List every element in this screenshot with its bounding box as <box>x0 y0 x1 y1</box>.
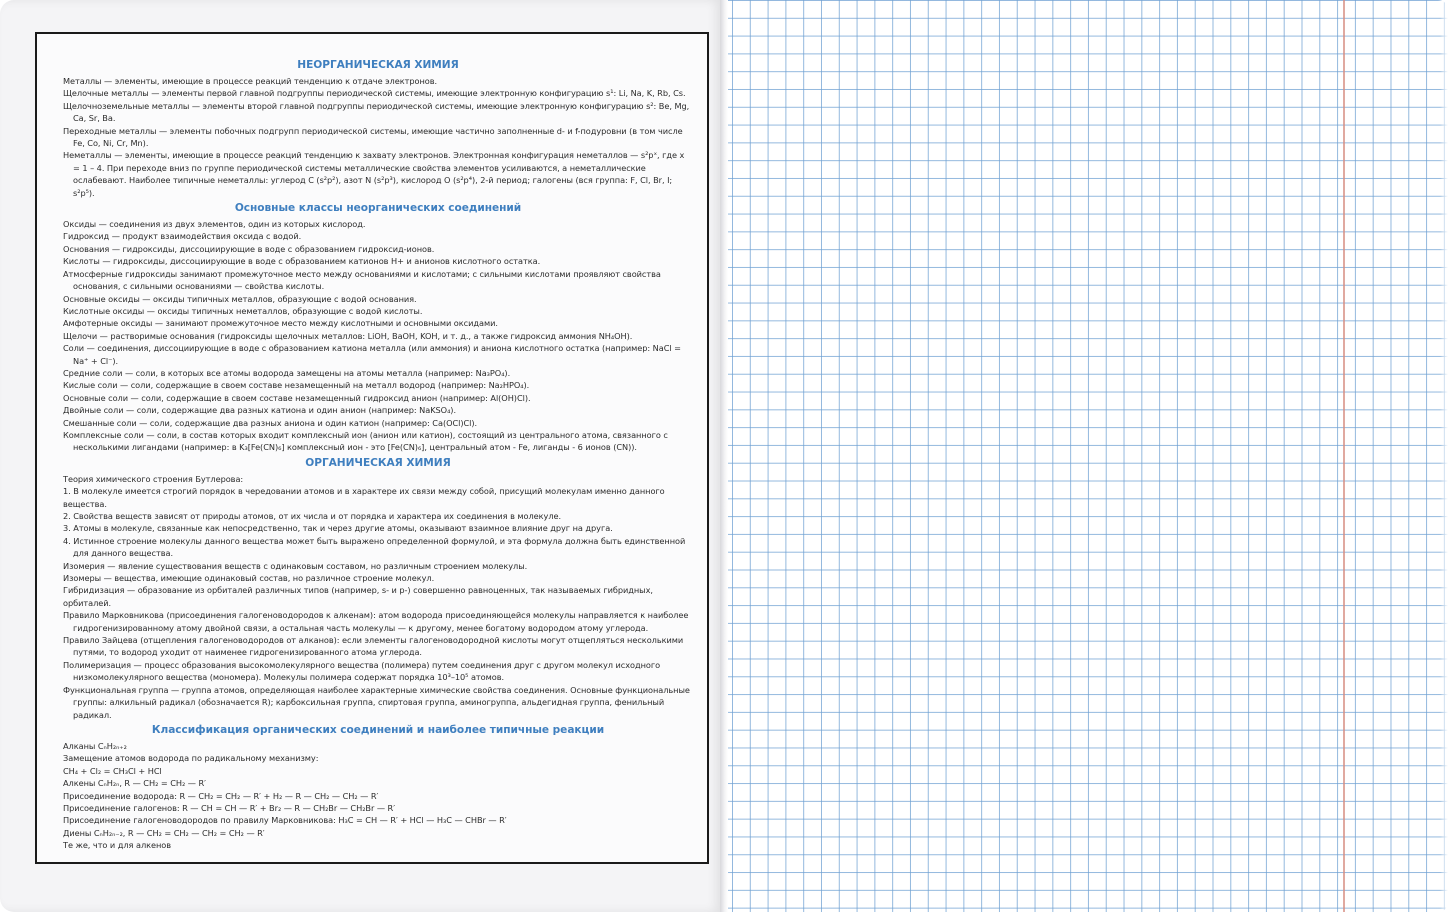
para-markovnikov-rule: Правило Марковникова (присоединения галогеноводородов к алкенам): атом водорода присоединяющейся молекулы направляется к наиболее гидрогенизированному атому двойной связи, а остальная часть молекулы — к другому, менее богатому водородом атому углерода. <box>63 610 689 633</box>
para-polymerization: Полимеризация — процесс образования высокомолекулярного вещества (полимера) путем соединения друг с другом молекул исходного низкомолекулярного вещества (мономера). Молекулы полимера содержат порядка 10³–10⁵ атомов. <box>63 659 661 683</box>
para-mixed-salts: Смешанные соли — соли, содержащие два разных аниона и один катион (например: Ca(OCl)Cl). <box>63 417 478 428</box>
para-zaitsev-rule: Правило Зайцева (отщепления галогеноводородов от алканов): если элементы галогеноводородной кислоты могут отщепляться несколькими путями, то водород уходит от наименее гидрогенизированного атома углерода. <box>63 635 684 658</box>
formula-alkanes: Алканы CₙH₂ₙ₊₂ <box>63 740 127 751</box>
margin-line <box>1343 0 1345 912</box>
para-hybridization: Гибридизация — образование из орбиталей различных типов (например, s- и p-) совершенно равноценных, так называемых гибридных, орбиталей. <box>63 585 653 608</box>
para-acid-salts: Кислые соли — соли, содержащие в своем составе незамещенный на металл водород (например: Na₂HPO₄). <box>63 380 530 391</box>
formula-methane-chlorination: CH₄ + Cl₂ = CH₃Cl + HCl <box>63 765 162 776</box>
para-butlerov-1: 1. В молекуле имеется строгий порядок в чередовании атомов и в характере их связи между собой, присущий молекулам именно данного вещества. <box>63 486 665 509</box>
para-hydroxide: Гидроксид — продукт взаимодействия оксида с водой. <box>63 231 302 242</box>
para-same-as-alkenes: Те же, что и для алкенов <box>63 840 172 851</box>
para-complex-salts: Комплексные соли — соли, в состав которых входит комплексный ион (анион или катион), состоящий из центрального атома, связанного с несколькими лигандами (например: в K₃[Fe(CN)₆] комплексный ион - это [Fe(CN)₆], центральный атом - Fe, лиганды - 6 ионов (CN)). <box>63 429 668 453</box>
section-title-inorganic: НЕОРГАНИЧЕСКАЯ ХИМИЯ <box>297 59 459 71</box>
page-edge <box>1440 0 1448 912</box>
para-butlerov-3: 3. Атомы в молекуле, связанные как непосредственно, так и через другие атомы, оказывают взаимное влияние друг на друга. <box>63 523 613 534</box>
para-basic-oxides: Основные оксиды — оксиды типичных металлов, образующие с водой основания. <box>63 293 417 304</box>
para-bases: Основания — гидроксиды, диссоциирующие в воде с образованием гидроксид-ионов. <box>63 243 435 254</box>
para-alkalis: Щелочи — растворимые основания (гидроксиды щелочных металлов: LiOH, BaOH, KOH, и т. д., а также гидроксид аммония NH₄OH). <box>63 330 633 341</box>
formula-hydrogenation: Присоединение водорода: R — CH₂ = CH₂ — R′ + H₂ — R — CH₂ — CH₂ — R′ <box>63 790 379 801</box>
para-isomers: Изомеры — вещества, имеющие одинаковый состав, но различное строение молекул. <box>63 573 435 584</box>
para-alkali-metals: Щелочные металлы — элементы первой главной подгруппы периодической системы, имеющие электронную конфигурацию s¹: Li, Na, K, Rb, Cs. <box>63 88 686 99</box>
formula-dienes: Диены CₙH₂ₙ₋₂, R — CH₂ = CH₂ — CH₂ = CH₂ — R′ <box>63 827 265 838</box>
grid-page <box>728 0 1448 912</box>
para-basic-salts: Основные соли — соли, содержащие в своем составе незамещенный гидроксид анион (например: Al(OH)Cl). <box>63 392 531 403</box>
para-metals: Металлы — элементы, имеющие в процессе реакций тенденцию к отдаче электронов. <box>63 76 438 86</box>
para-alkaline-earth-metals: Щелочноземельные металлы — элементы второй главной подгруппы периодической системы, имеющие электронную конфигурацию s²: Be, Mg, Ca, Sr, Ba. <box>63 100 690 124</box>
para-amphoteric-hydroxides: Атмосферные гидроксиды занимают промежуточное место между основаниями и кислотами; с сильными кислотами проявляют свойства основания, с сильными основаниями — свойства кислоты. <box>63 268 661 292</box>
para-double-salts: Двойные соли — соли, содержащие два разных катиона и один анион (например: NaKSO₄). <box>63 405 457 416</box>
para-oxides: Оксиды — соединения из двух элементов, один из которых кислород. <box>63 219 366 230</box>
section-title-inorganic-classes: Основные классы неорганических соединений <box>234 202 522 215</box>
formula-alkenes: Алкены CₙH₂ₙ, R — CH₂ = CH₂ — R′ <box>63 778 206 789</box>
para-butlerov-4: 4. Истинное строение молекулы данного вещества может быть выражено определенной формулой, и эта формула должна быть единственной для данного вещества. <box>63 535 686 559</box>
formula-halogenation: Присоединение галогенов: R — CH = CH — R′ + Br₂ — R — CH₂Br — CH₂Br — R′ <box>63 802 396 813</box>
para-radical-substitution: Замещение атомов водорода по радикальному механизму: <box>63 753 319 764</box>
para-functional-group: Функциональная группа — группа атомов, определяющая наиболее характерные химические свойства соединения. Основные функциональные группы: алкильный радикал (обозначается R); карбоксильная группа, спиртовая группа, аминогруппа, альдегидная группа, фенильный радикал. <box>63 684 690 720</box>
para-butlerov-theory: Теория химического строения Бутлерова: <box>63 473 244 484</box>
reference-sheet <box>35 32 709 864</box>
notebook-gutter <box>720 0 728 912</box>
formula-hydrohalogenation: Присоединение галогеноводородов по правилу Марковникова: H₃C = CH — R′ + HCl — H₃C — CHBr — R′ <box>63 815 507 826</box>
para-amphoteric-oxides: Амфотерные оксиды — занимают промежуточное место между кислотными и основными оксидами. <box>63 318 498 329</box>
para-isomerism: Изомерия — явление существования веществ с одинаковым составом, но различным строением молекулы. <box>63 560 528 571</box>
para-normal-salts: Средние соли — соли, в которых все атомы водорода замещены на атомы металла (например: Na₃PO₄). <box>63 367 511 378</box>
para-acidic-oxides: Кислотные оксиды — оксиды типичных неметаллов, образующие с водой кислоты. <box>63 305 423 316</box>
para-salts: Соли — соединения, диссоциирующие в воде с образованием катиона металла (или аммония) и аниона кислотного остатка (например: NaCl = Na⁺ + Cl⁻). <box>63 343 681 366</box>
section-title-organic-classes: Классификация органических соединений и наиболее типичные реакции <box>151 723 605 736</box>
para-transition-metals: Переходные металлы — элементы побочных подгрупп периодической системы, имеющие частично заполненные d- и f-подуровни (в том числе Fe, Co, Ni, Cr, Mn). <box>63 125 683 149</box>
para-acids: Кислоты — гидроксиды, диссоциирующие в воде с образованием катионов H+ и анионов кислотного остатка. <box>63 256 541 267</box>
para-nonmetals: Неметаллы — элементы, имеющие в процессе реакций тенденцию к захвату электронов. Электронная конфигурация неметаллов — s²pˣ, где x = 1 – 4. При переходе вниз по группе периодической системы металлические свойства элементов усиливаются, а неметаллические ослабевают. Наиболее типичные неметаллы: углерод C (s²p²), азот N (s²p³), кислород O (s²p⁴), 2-й период; галогены (вся группа: F, Cl, Br, I; s²p⁵). <box>63 150 685 198</box>
section-title-organic: ОРГАНИЧЕСКАЯ ХИМИЯ <box>305 456 451 469</box>
para-butlerov-2: 2. Свойства веществ зависят от природы атомов, от их числа и от порядка и характера их соединения в молекуле. <box>63 511 562 521</box>
